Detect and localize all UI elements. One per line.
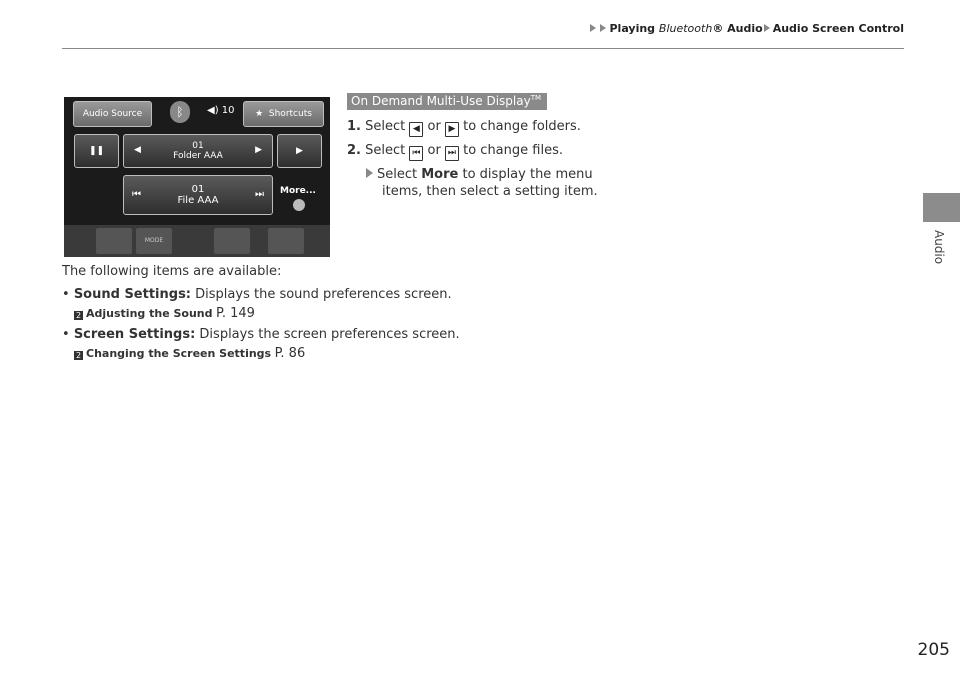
step-1-number: 1. — [347, 119, 361, 134]
breadcrumb — [560, 22, 904, 35]
ref-2-page: P. 86 — [274, 346, 306, 361]
recirculation-icon — [214, 228, 250, 254]
play-button: ▶ — [277, 134, 322, 168]
reference-icon: 2 — [75, 351, 82, 360]
step-1-text: to change folders. — [463, 119, 581, 134]
section-label: Audio — [932, 230, 946, 265]
ref-2-title: Changing the Screen Settings — [86, 347, 272, 360]
ref-1-page: P. 149 — [216, 306, 255, 321]
reference-icon: 2 — [75, 311, 82, 320]
file-selector — [123, 175, 273, 215]
sound-settings-label: Sound Settings: — [73, 287, 192, 302]
trademark: TM — [530, 94, 542, 102]
file-name: File AAA — [177, 195, 219, 206]
file-number: 01 — [191, 183, 205, 195]
shortcuts-label: Shortcuts — [268, 108, 312, 119]
display-label-text: On Demand Multi-Use Display — [351, 94, 531, 108]
screen-settings-desc: Displays the screen preferences screen. — [199, 327, 460, 342]
step-2 — [347, 143, 563, 161]
header-rule — [62, 48, 904, 49]
speaker-icon: ◀) — [207, 105, 219, 116]
step-1-or: or — [427, 119, 441, 134]
seat-heater-right-icon — [268, 228, 304, 254]
folder-number: 01 — [192, 140, 204, 151]
screen-settings-label: Screen Settings: — [73, 327, 196, 342]
bullet: • — [62, 327, 70, 342]
sub-text: to display the menu — [462, 167, 593, 182]
items-intro: The following items are available: — [62, 264, 282, 279]
right-arrow-key-icon: ▶ — [445, 122, 459, 137]
skip-back-icon: ⏮ — [132, 189, 141, 200]
sound-settings-item — [62, 287, 452, 302]
breadcrumb-arrow-icon — [764, 24, 770, 32]
step-2-or: or — [427, 143, 441, 158]
step-1 — [347, 119, 581, 137]
section-tab — [923, 193, 960, 222]
left-arrow-key-icon: ◀ — [409, 122, 423, 137]
folder-name: Folder AAA — [173, 151, 223, 161]
breadcrumb-arrow-icon — [590, 24, 596, 32]
ref-adjusting-sound — [74, 306, 255, 321]
folder-next-icon: ▶ — [255, 145, 262, 155]
climate-bar — [64, 225, 330, 257]
pause-button: ❚❚ — [74, 134, 119, 168]
skip-forward-icon: ⏭ — [255, 189, 264, 200]
breadcrumb-audio: ® Audio — [712, 22, 763, 35]
audio-screen-image — [64, 97, 330, 257]
step-2-sub — [366, 167, 593, 182]
more-icon — [293, 199, 305, 211]
audio-source-button: Audio Source — [73, 101, 152, 127]
display-label — [347, 93, 547, 110]
shortcuts-button — [243, 101, 324, 127]
sub-select: Select — [377, 167, 418, 182]
volume-indicator — [207, 105, 235, 116]
step-2-select: Select — [365, 143, 406, 158]
seat-heater-left-icon — [96, 228, 132, 254]
ref-changing-screen — [74, 346, 305, 361]
step-2-text: to change files. — [463, 143, 563, 158]
step-2-number: 2. — [347, 143, 361, 158]
sub-text-2: items, then select a setting item. — [382, 184, 598, 199]
volume-level: 10 — [221, 105, 235, 116]
sub-more: More — [421, 167, 459, 182]
bluetooth-icon: ᛒ — [170, 101, 190, 123]
step-1-select: Select — [365, 119, 406, 134]
breadcrumb-bluetooth: Bluetooth — [658, 22, 713, 35]
star-icon: ★ — [255, 108, 264, 119]
skip-forward-key-icon: ⏭ — [445, 146, 459, 161]
folder-selector — [123, 134, 273, 168]
mode-button: MODE — [136, 228, 172, 254]
page-number: 205 — [917, 640, 950, 660]
breadcrumb-audio-screen-control: Audio Screen Control — [772, 22, 904, 35]
breadcrumb-arrow-icon — [600, 24, 606, 32]
skip-back-key-icon: ⏮ — [409, 146, 423, 161]
screen-settings-item — [62, 327, 460, 342]
folder-prev-icon: ◀ — [134, 145, 141, 155]
sound-settings-desc: Displays the sound preferences screen. — [195, 287, 452, 302]
more-label: More... — [280, 186, 316, 196]
ref-1-title: Adjusting the Sound — [86, 307, 213, 320]
bullet: • — [62, 287, 70, 302]
sub-arrow-icon — [366, 168, 373, 178]
breadcrumb-playing: Playing — [609, 22, 656, 35]
